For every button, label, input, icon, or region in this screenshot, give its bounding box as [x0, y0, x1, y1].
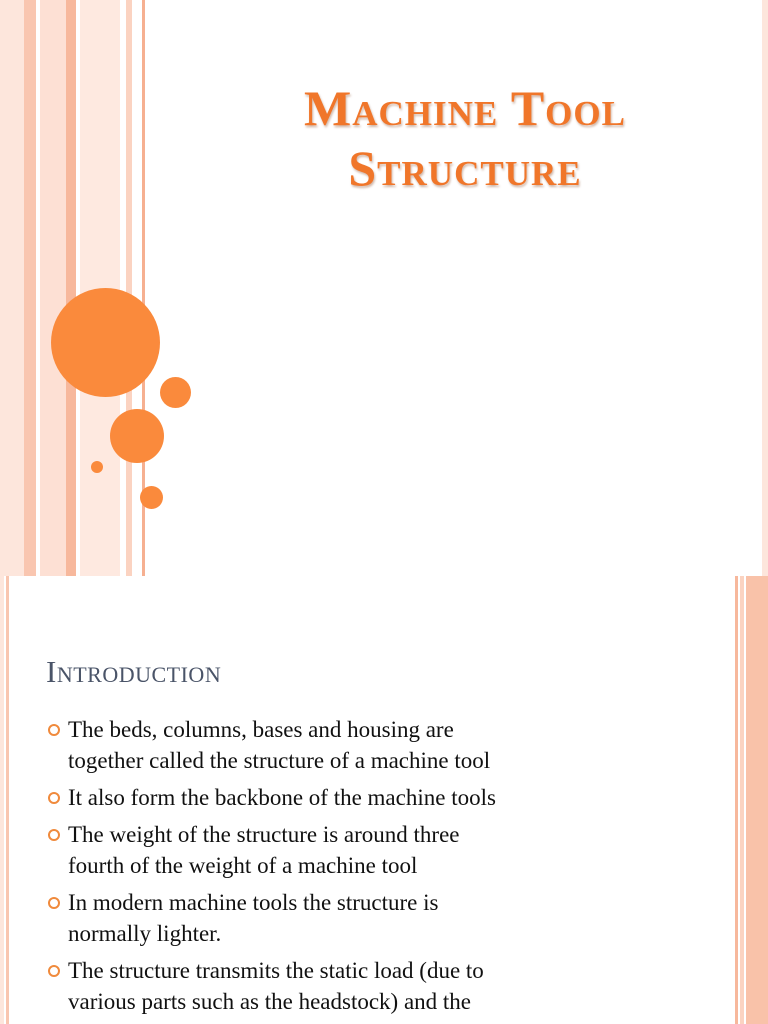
- bullet-text: normally lighter.: [68, 921, 222, 946]
- list-item: [46, 782, 746, 813]
- decor-stripe: [126, 0, 132, 576]
- decor-stripe: [66, 0, 76, 576]
- bullet-text: various parts such as the headstock) and the: [68, 989, 472, 1014]
- bullet-text: together called the structure of a machine tool: [68, 748, 491, 773]
- list-item: [46, 714, 746, 776]
- title-line: Machine Tool: [304, 80, 626, 136]
- decor-circle-medium: [110, 409, 164, 463]
- bullet-circle-icon: [48, 724, 60, 736]
- introduction-slide: [0, 576, 768, 1024]
- bullet-text: It also form the backbone of the machine tools: [68, 785, 496, 810]
- decor-circle-small: [160, 377, 191, 408]
- bullet-circle-icon: [48, 829, 60, 841]
- decor-stripe: [40, 0, 66, 576]
- list-item: [46, 819, 746, 881]
- bullet-text: The structure transmits the static load (due to: [68, 958, 484, 983]
- bullet-circle-icon: [48, 792, 60, 804]
- decor-stripe: [6, 576, 9, 1024]
- slide-heading: Introduction: [46, 654, 222, 689]
- decor-circle-tiny: [91, 461, 103, 473]
- decor-circle-large: [51, 288, 160, 397]
- bullet-circle-icon: [48, 965, 60, 977]
- bullet-circle-icon: [48, 897, 60, 909]
- title-line: Structure: [348, 140, 582, 196]
- decor-stripe: [762, 0, 768, 576]
- decor-stripe: [0, 0, 24, 576]
- bullet-text: The beds, columns, bases and housing are: [68, 717, 454, 742]
- decor-stripe: [0, 576, 4, 1024]
- decor-stripe: [24, 0, 36, 576]
- slide-title: [200, 78, 730, 198]
- decor-stripe: [746, 576, 768, 1024]
- bullet-text: The weight of the structure is around three: [68, 822, 460, 847]
- bullet-text: In modern machine tools the structure is: [68, 890, 439, 915]
- list-item: [46, 887, 746, 949]
- list-item: [46, 955, 746, 1017]
- decor-circle-small: [140, 486, 163, 509]
- bullet-text: fourth of the weight of a machine tool: [68, 853, 418, 878]
- bullet-list: [46, 714, 746, 1023]
